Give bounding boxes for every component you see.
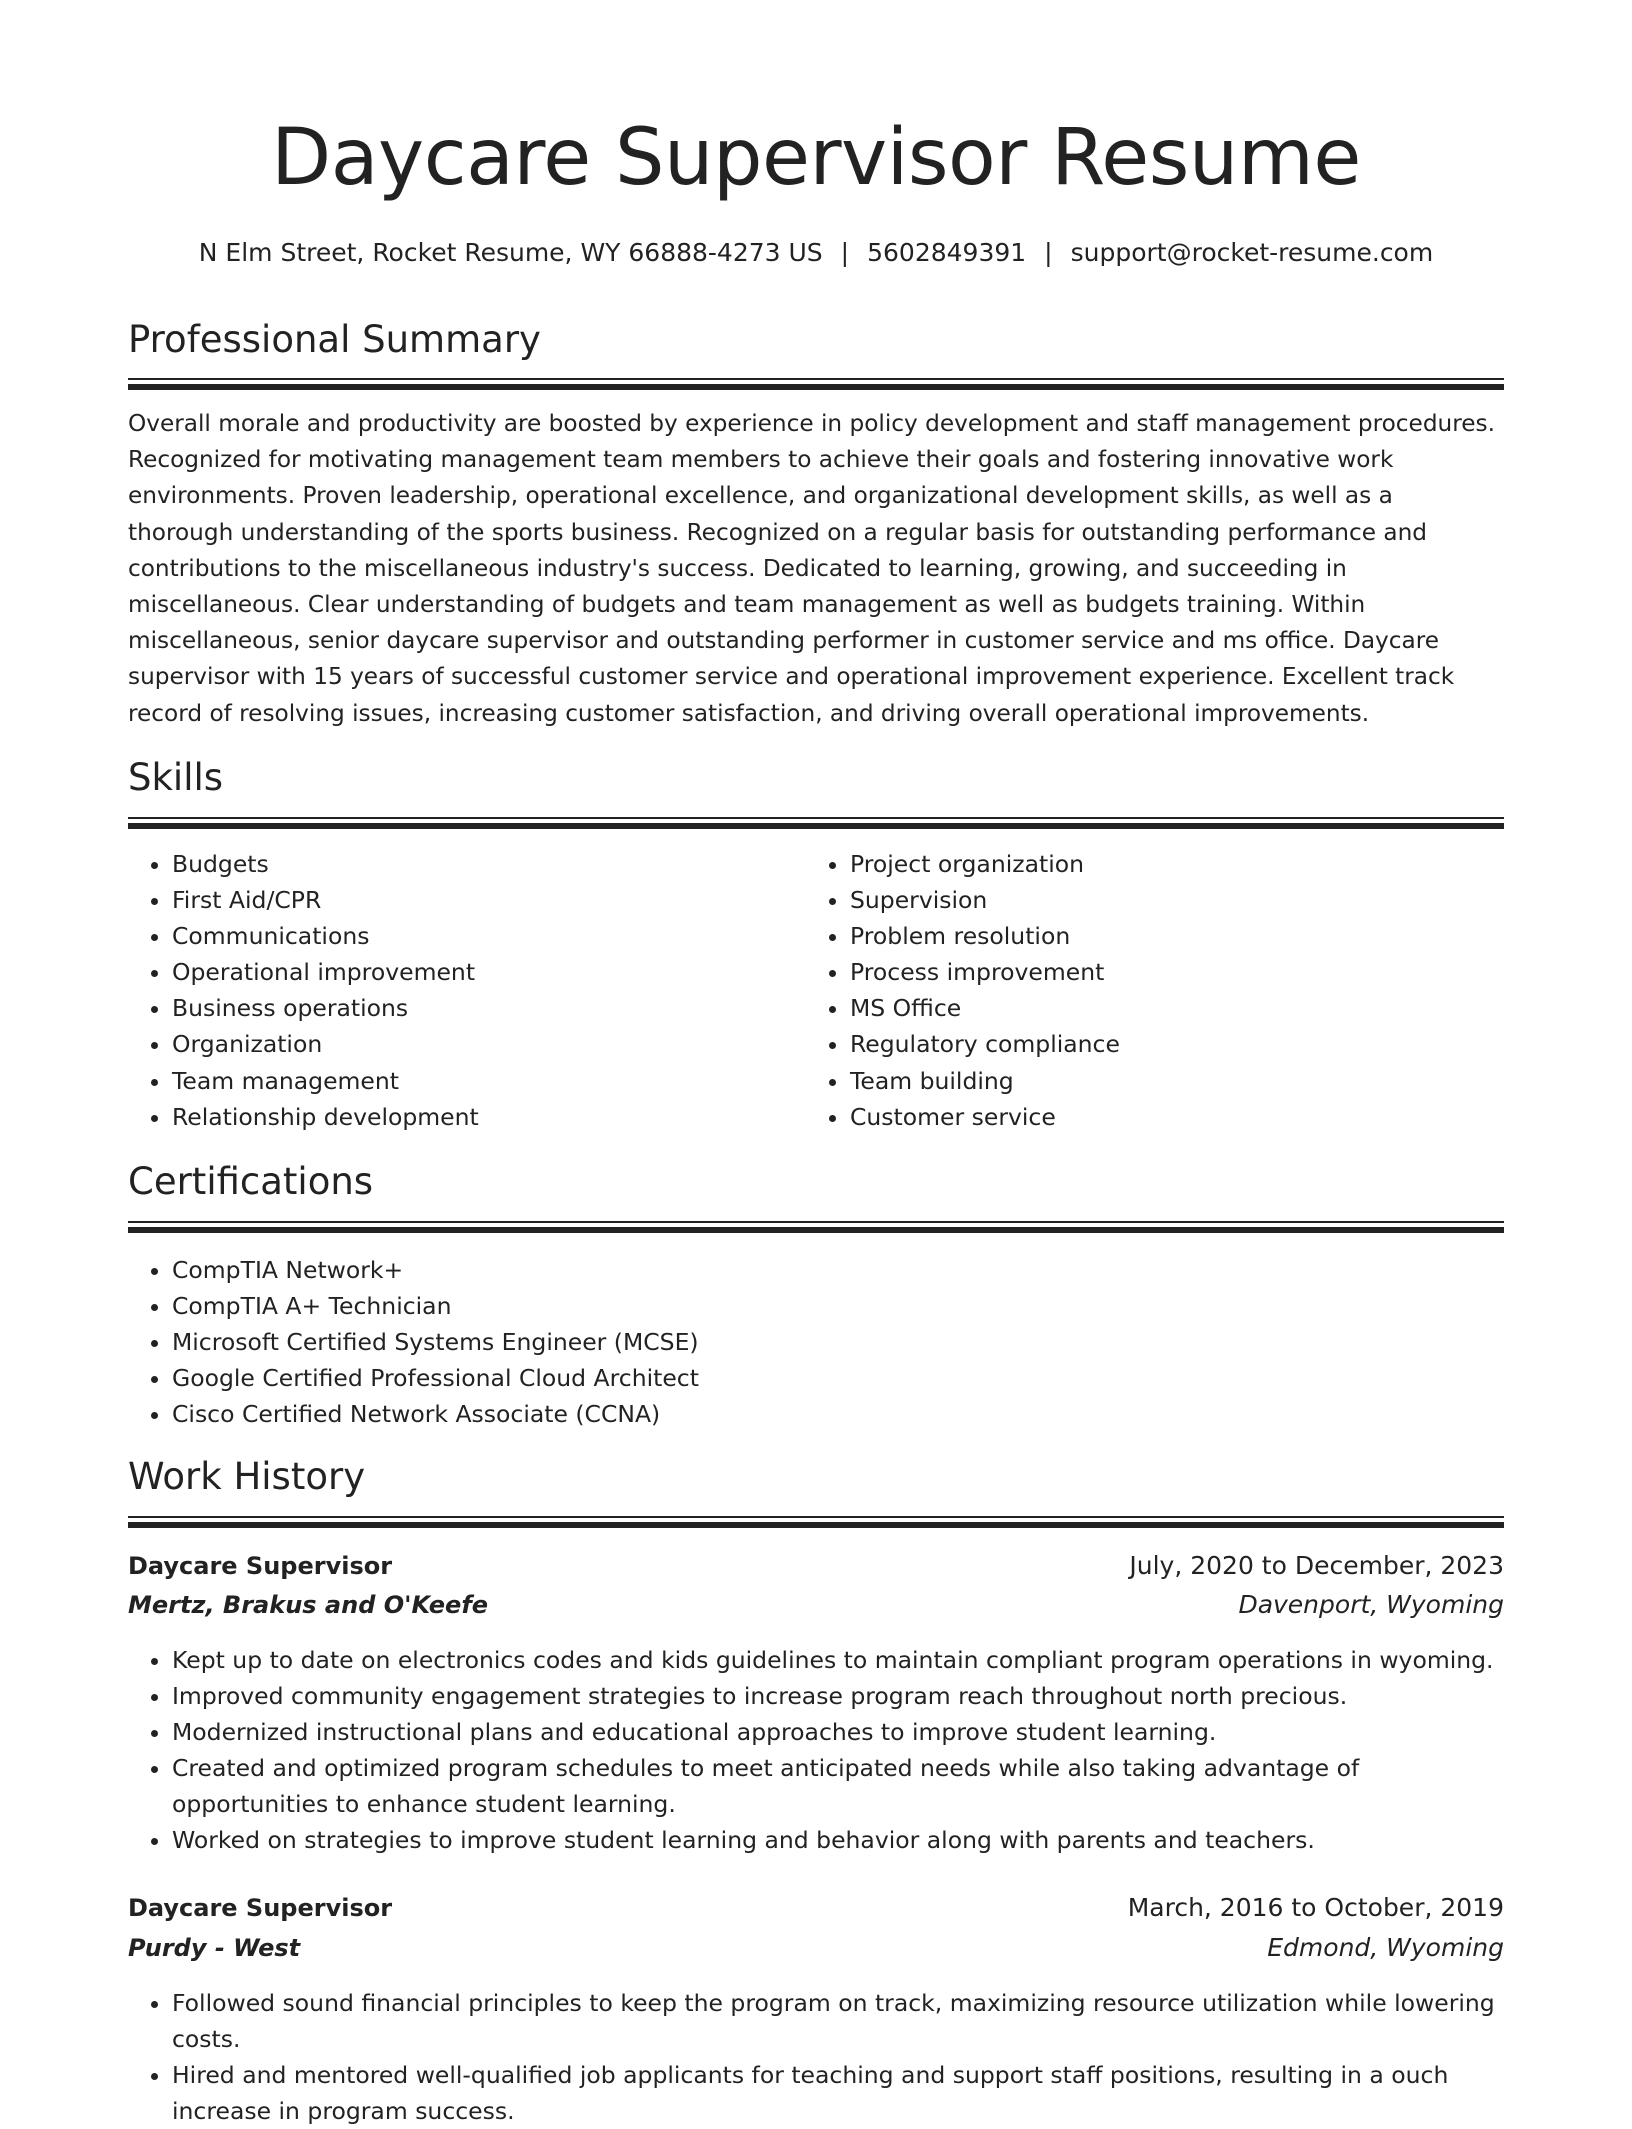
job-duties-list [128, 1642, 1504, 1859]
certification-item: • Google Certified Professional Cloud Architect [172, 1360, 1028, 1396]
certification-item: • CompTIA Network+ [172, 1252, 1028, 1288]
skill-item: • Supervision [850, 882, 1466, 918]
resume-title: Daycare Supervisor Resume [271, 113, 1361, 203]
skill-item: • MS Office [850, 990, 1466, 1026]
certifications-list [128, 1252, 1028, 1432]
skills-column-left [128, 846, 788, 1135]
skill-item: • Team building [850, 1063, 1466, 1099]
skill-item: • Team management [172, 1063, 788, 1099]
summary-heading: Professional Summary [128, 318, 541, 361]
skill-item: • Budgets [172, 846, 788, 882]
duty-item: • Kept up to date on electronics codes and kids guidelines to maintain compliant program operations in wyoming. [172, 1642, 1504, 1678]
duty-item: • Worked on strategies to improve student learning and behavior along with parents and teachers. [172, 1822, 1504, 1858]
contact-separator: | [840, 238, 850, 267]
certification-item: • Microsoft Certified Systems Engineer (MCSE) [172, 1324, 1028, 1360]
skill-item: • Organization [172, 1026, 788, 1062]
skill-item: • Process improvement [850, 954, 1466, 990]
work-history-heading: Work History [128, 1455, 366, 1498]
skills-column-right [806, 846, 1466, 1135]
section-divider [128, 378, 1504, 390]
duty-item: • Hired and mentored well-qualified job applicants for teaching and support staff positions, resulting in a ouch increase in program success. [172, 2057, 1504, 2129]
duty-item: • Created and optimized program schedules to meet anticipated needs while also taking advantage of opportunities to enhance student learning. [172, 1750, 1504, 1822]
skill-item: • Project organization [850, 846, 1466, 882]
job-title: Daycare Supervisor [128, 1552, 393, 1580]
certification-item: • Cisco Certified Network Associate (CCNA) [172, 1396, 1028, 1432]
job-location: Edmond, Wyoming [1267, 1933, 1504, 1962]
skill-item: • Regulatory compliance [850, 1026, 1466, 1062]
skill-item: • Communications [172, 918, 788, 954]
skill-item: • Customer service [850, 1099, 1466, 1135]
section-divider [128, 817, 1504, 829]
job-title: Daycare Supervisor [128, 1894, 393, 1922]
job-location: Davenport, Wyoming [1238, 1590, 1504, 1619]
job-dates: March, 2016 to October, 2019 [1127, 1893, 1504, 1922]
contact-separator: | [1044, 238, 1053, 267]
skill-item: • First Aid/CPR [172, 882, 788, 918]
skill-item: • Problem resolution [850, 918, 1466, 954]
contact-line [128, 238, 1504, 267]
job-company: Mertz, Brakus and O'Keefe [128, 1591, 489, 1619]
job-dates: July, 2020 to December, 2023 [1129, 1551, 1504, 1580]
contact-email: support@rocket-resume.com [1070, 238, 1434, 267]
job-company: Purdy - West [128, 1934, 301, 1962]
skill-item: • Operational improvement [172, 954, 788, 990]
certification-item: • CompTIA A+ Technician [172, 1288, 1028, 1324]
skills-list-left [128, 846, 788, 1135]
skills-list-right [806, 846, 1466, 1135]
section-divider [128, 1221, 1504, 1233]
duty-item: • Modernized instructional plans and educational approaches to improve student learning. [172, 1714, 1504, 1750]
duty-item: • Followed sound financial principles to keep the program on track, maximizing resource utilization while lowering costs. [172, 1985, 1504, 2057]
certifications-heading: Certifications [128, 1160, 374, 1203]
summary-text: Overall morale and productivity are boosted by experience in policy development and staff management procedures. Recognized for motivating management team members to achieve their goals and fostering innovative work environments. Proven leadership, operational excellence, and organizational development skills, as well as a thorough understanding of the sports business. Recognized on a regular basis for outstanding performance and contributions to the miscellaneous industry's success. Dedicated to learning, growing, and succeeding in miscellaneous. Clear understanding of budgets and team management as well as budgets training. Within miscellaneous, senior daycare supervisor and outstanding performer in customer service and ms office. Daycare supervisor with 15 years of successful customer service and operational improvement experience. Excellent track record of resolving issues, increasing customer satisfaction, and driving overall operational improvements. [128, 410, 1495, 727]
job-duties-list [128, 1985, 1504, 2129]
job-duties [128, 1642, 1504, 1859]
skill-item: • Relationship development [172, 1099, 788, 1135]
skills-heading: Skills [128, 756, 224, 799]
section-divider [128, 1516, 1504, 1528]
skill-item: • Business operations [172, 990, 788, 1026]
certifications-block [128, 1252, 1028, 1432]
duty-item: • Improved community engagement strategies to increase program reach throughout north precious. [172, 1678, 1504, 1714]
job-duties [128, 1985, 1504, 2129]
contact-address: N Elm Street, Rocket Resume, WY 66888-4273 US [198, 238, 823, 267]
contact-phone: 5602849391 [867, 238, 1027, 267]
